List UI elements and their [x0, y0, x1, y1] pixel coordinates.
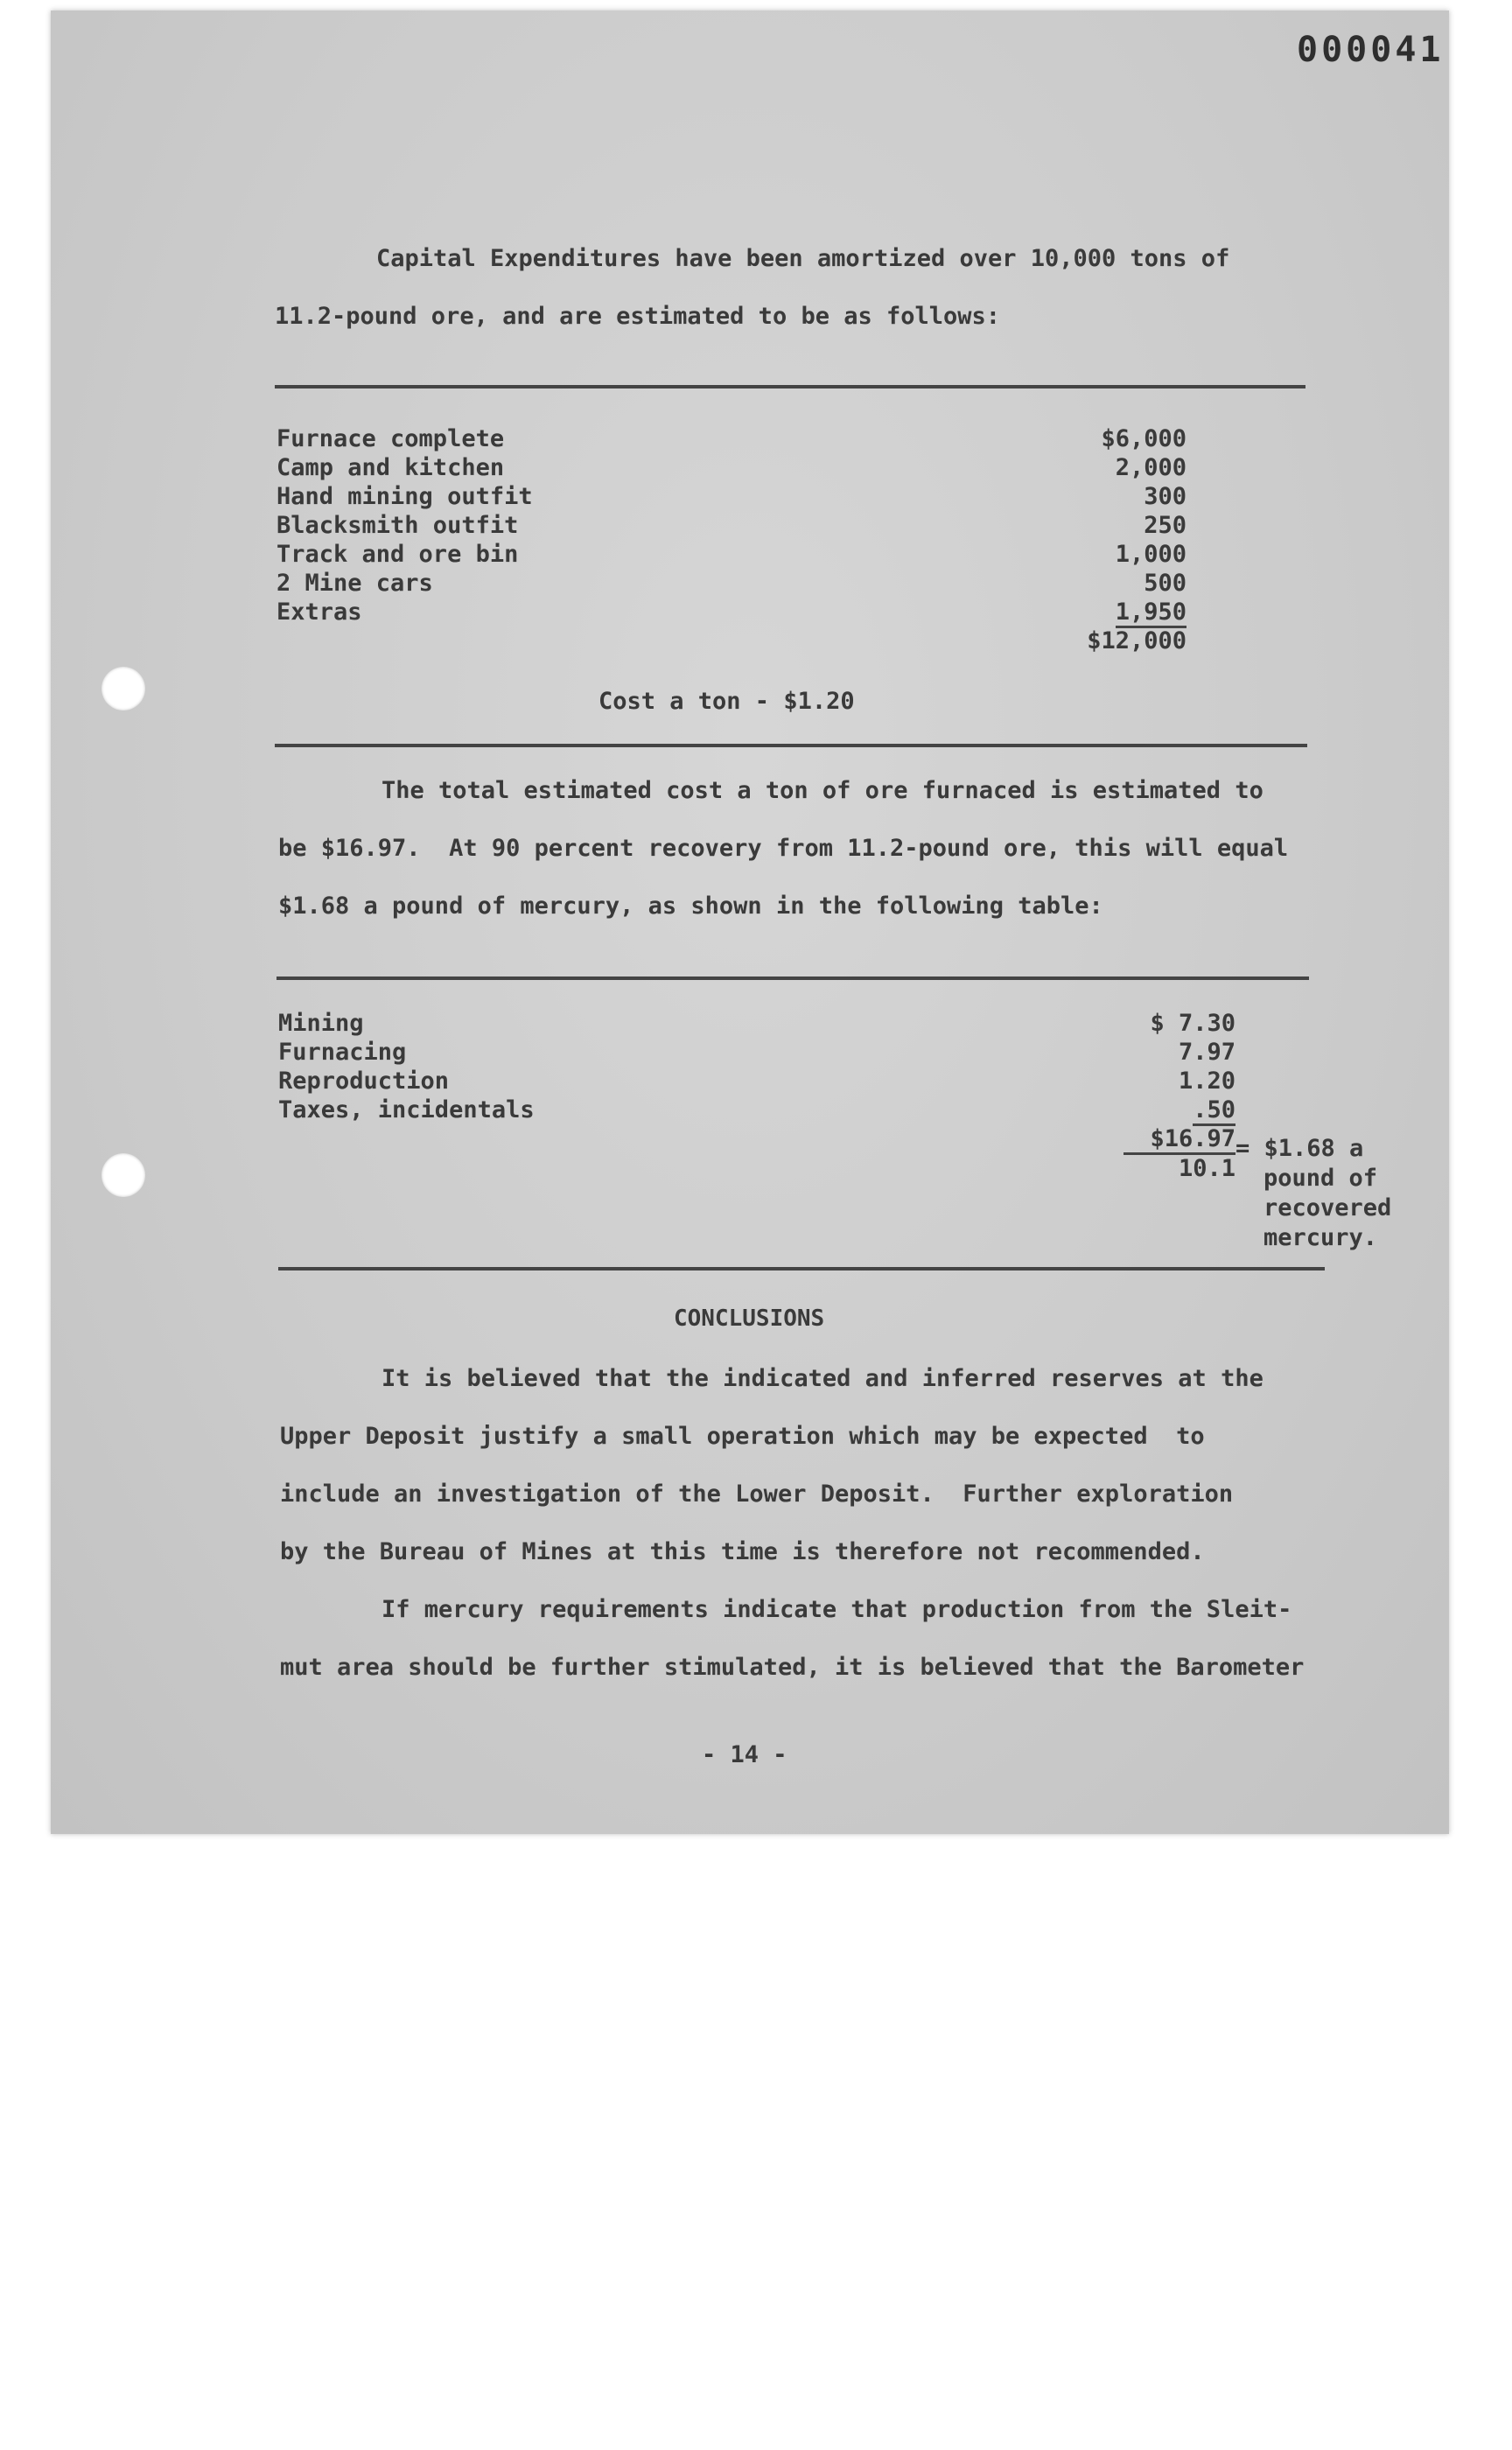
row-label: Mining [278, 1010, 364, 1037]
cost-table [278, 1010, 1236, 1125]
punch-hole-top [102, 667, 145, 710]
intro-line-2: 11.2-pound ore, and are estimated to be as follows: [275, 303, 1001, 330]
row-value: 500 [1144, 570, 1186, 597]
cost-per-ton: Cost a ton - $1.20 [598, 688, 855, 715]
row-value: 300 [1144, 483, 1186, 510]
table-row [276, 425, 1186, 454]
para2-line-2: be $16.97. At 90 percent recovery from 11.2-pound ore, this will equal [278, 835, 1289, 862]
table-total: $12,000 [1087, 627, 1186, 654]
row-value: 7.97 [1178, 1039, 1236, 1066]
row-value: $6,000 [1101, 425, 1186, 452]
result-line: mercury. [1264, 1224, 1378, 1251]
cost-fraction [1124, 1125, 1236, 1182]
intro-line-1: Capital Expenditures have been amortized over 10,000 tons of [376, 245, 1230, 272]
row-value: $ 7.30 [1150, 1010, 1236, 1037]
row-label: Furnace complete [276, 425, 505, 452]
fraction-denominator: 10.1 [1178, 1155, 1236, 1182]
row-label: Taxes, incidentals [278, 1096, 535, 1124]
table-row [276, 541, 1186, 570]
result-line: recovered [1264, 1194, 1392, 1222]
conclusions-heading: CONCLUSIONS [674, 1306, 825, 1332]
document-page [51, 10, 1449, 1834]
table-row [276, 570, 1186, 598]
capital-table [276, 425, 1186, 656]
row-value: 1.20 [1178, 1068, 1236, 1095]
page-number: - 14 - [702, 1741, 788, 1768]
para2-line-1: The total estimated cost a ton of ore furnaced is estimated to [382, 777, 1264, 804]
rule-1 [275, 385, 1306, 388]
table-row [278, 1068, 1236, 1096]
row-label: Hand mining outfit [276, 483, 533, 510]
conclusions-line-3: include an investigation of the Lower Deposit. Further exploration [280, 1480, 1234, 1508]
table-row [276, 454, 1186, 483]
row-label: Reproduction [278, 1068, 450, 1095]
table-row [276, 483, 1186, 512]
row-value: 2,000 [1115, 454, 1186, 481]
row-value: .50 [1193, 1096, 1236, 1126]
row-value: 250 [1144, 512, 1186, 539]
result-line: = $1.68 a [1236, 1135, 1364, 1162]
conclusions-line-2: Upper Deposit justify a small operation which may be expected to [280, 1423, 1205, 1450]
row-label: Track and ore bin [276, 541, 519, 568]
conclusions-line-6: mut area should be further stimulated, it is believed that the Barometer [280, 1654, 1305, 1681]
cost-result [1236, 1134, 1391, 1253]
conclusions-line-4: by the Bureau of Mines at this time is therefore not recommended. [280, 1538, 1205, 1565]
table-row [276, 512, 1186, 541]
conclusions-line-1: It is believed that the indicated and inferred reserves at the [382, 1365, 1264, 1392]
rule-4 [278, 1267, 1325, 1270]
result-line: pound of [1264, 1165, 1378, 1192]
row-value: 1,950 [1116, 598, 1186, 628]
punch-hole-bottom [102, 1153, 145, 1197]
table-row [278, 1039, 1236, 1068]
page-stamp: 000041 [1297, 30, 1445, 70]
row-value: 1,000 [1115, 541, 1186, 568]
table-row [276, 598, 1186, 627]
row-label: 2 Mine cars [276, 570, 433, 597]
rule-2 [275, 744, 1307, 747]
fraction-numerator: $16.97 [1124, 1125, 1236, 1155]
row-label: Camp and kitchen [276, 454, 505, 481]
table-row [278, 1010, 1236, 1039]
conclusions-line-5: If mercury requirements indicate that production from the Sleit- [382, 1596, 1292, 1623]
table-row [278, 1096, 1236, 1125]
para2-line-3: $1.68 a pound of mercury, as shown in the following table: [278, 892, 1103, 920]
row-label: Blacksmith outfit [276, 512, 519, 539]
row-label: Furnacing [278, 1039, 407, 1066]
table-total-row [276, 627, 1186, 656]
rule-3 [276, 976, 1309, 980]
row-label: Extras [276, 598, 362, 626]
